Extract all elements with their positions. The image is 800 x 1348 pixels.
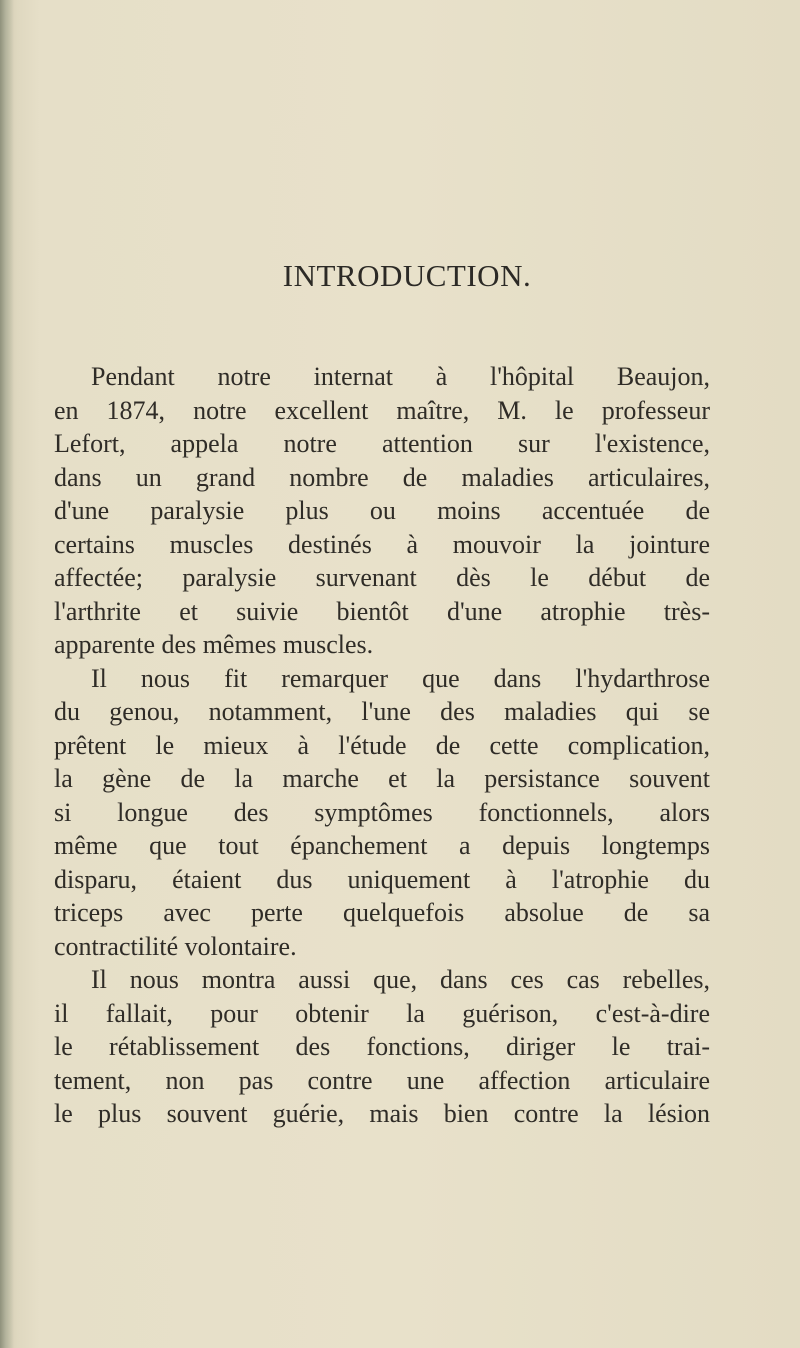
text-line: le plus souvent guérie, mais bien contre la lésion <box>54 1099 710 1128</box>
text-line: disparu, étaient dus uniquement à l'atrophie du <box>54 864 710 894</box>
text-line: certains muscles destinés à mouvoir la jointure <box>54 529 710 559</box>
text-line: Lefort, appela notre attention sur l'existence, <box>54 429 710 458</box>
text-line: apparente des mêmes muscles. <box>54 630 374 659</box>
text-line: d'une paralysie plus ou moins accentuée de <box>54 496 710 525</box>
text-line: Il nous fit remarquer que dans l'hydarthrose <box>91 663 710 693</box>
text-line: affectée; paralysie survenant dès le début de <box>54 563 710 592</box>
text-line: contractilité volontaire. <box>54 931 297 961</box>
page-binding-edge <box>0 0 14 1348</box>
text-line: l'arthrite et suivie bientôt d'une atrophie très- <box>54 596 710 626</box>
text-line: en 1874, notre excellent maître, M. le professeur <box>54 395 710 425</box>
text-line: Il nous montra aussi que, dans ces cas rebelles, <box>91 965 710 994</box>
text-line: triceps avec perte quelquefois absolue de sa <box>54 898 710 927</box>
text-line: dans un grand nombre de maladies articulaires, <box>54 462 710 492</box>
text-line: le rétablissement des fonctions, diriger le trai- <box>54 1032 710 1061</box>
text-line: tement, non pas contre une affection articulaire <box>54 1065 710 1095</box>
body-text <box>54 360 710 1131</box>
text-line: prêtent le mieux à l'étude de cette complication, <box>54 730 710 760</box>
text-line: la gène de la marche et la persistance souvent <box>54 764 710 793</box>
text-line: il fallait, pour obtenir la guérison, c'est-à-dire <box>54 998 710 1028</box>
text-line: Pendant notre internat à l'hôpital Beaujon, <box>91 362 710 391</box>
text-line: si longue des symptômes fonctionnels, alors <box>54 797 710 827</box>
text-line: même que tout épanchement a depuis longtemps <box>54 831 710 860</box>
page-heading: INTRODUCTION. <box>282 258 532 293</box>
text-line: du genou, notamment, l'une des maladies qui se <box>54 697 710 726</box>
